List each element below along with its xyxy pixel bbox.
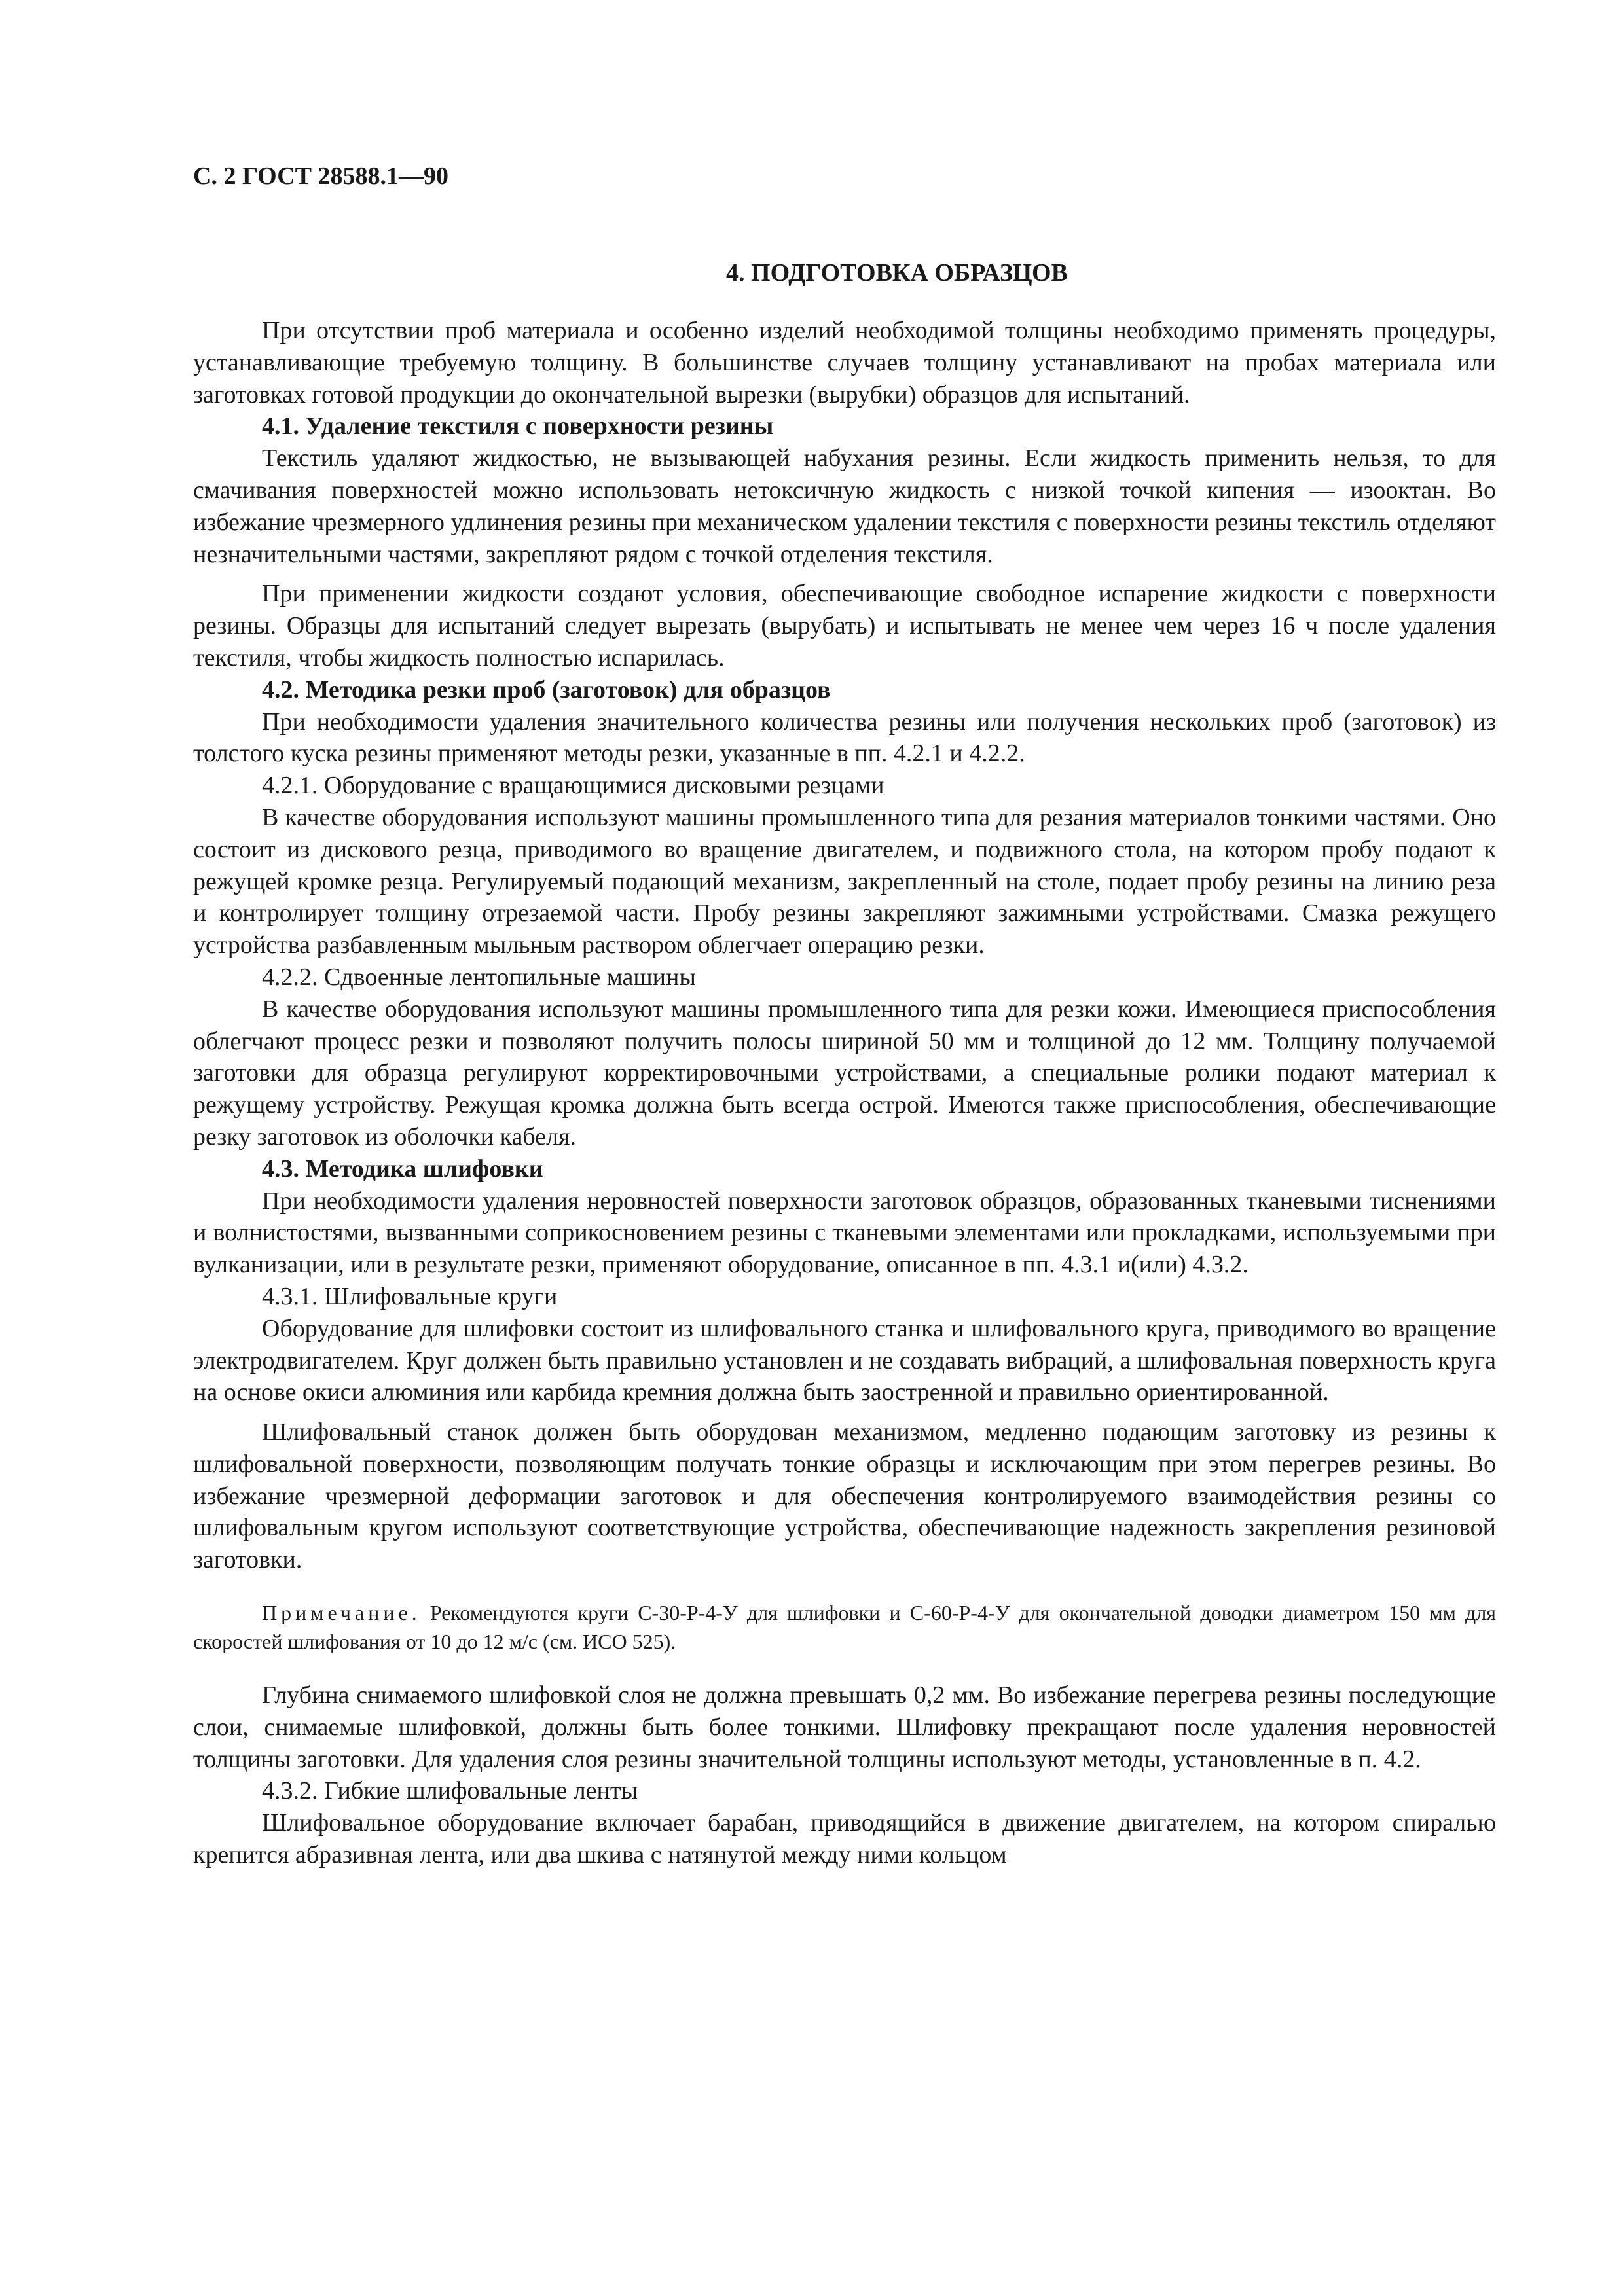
document-page	[193, 160, 1496, 1871]
paragraph: При необходимости удаления неровностей поверхности заготовок образцов, образованных тканевыми тиснениями и волнистостями, вызванными соприкосновением резины с тканевыми элементами или прокладками, используемыми при вулканизации, или в результате резки, применяют оборудование, описанное в пп. 4.3.1 и(или) 4.3.2.	[193, 1187, 1496, 1279]
paragraph: Текстиль удаляют жидкостью, не вызывающей набухания резины. Если жидкость применить нельзя, то для смачивания поверхностей можно использовать нетоксичную жидкость с низкой точкой кипения — изооктан. Во избежание чрезмерного удлинения резины при механическом удалении текстиля с поверхности резины текстиль отделяют незначительными частями, закрепляют рядом с точкой отделения текстиля.	[193, 444, 1496, 568]
page-header: С. 2 ГОСТ 28588.1—90	[193, 162, 448, 190]
subsection-4-2-title: 4.2. Методика резки проб (заготовок) для образцов	[262, 675, 831, 704]
subsection-4-3-title: 4.3. Методика шлифовки	[262, 1155, 543, 1183]
note-text: Рекомендуются круги С-30-Р-4-У для шлифовки и С-60-Р-4-У для окончательной доводки диаметром 150 мм для скоростей шлифования от 10 до 12 м/с (см. ИСО 525).	[193, 1601, 1497, 1654]
paragraph: При применении жидкости создают условия, обеспечивающие свободное испарение жидкости с поверхности резины. Образцы для испытаний следует вырезать (вырубать) и испытывать не менее чем через 16 ч после удаления текстиля, чтобы жидкость полностью испарилась.	[193, 580, 1496, 672]
paragraph: В качестве оборудования используют машины промышленного типа для резки кожи. Имеющиеся приспособления облегчают процесс резки и позволяют получить полосы шириной 50 мм и толщиной до 12 мм. Толщину получаемой заготовки для образца регулируют корректировочными устройствами, а специальные ролики подают материал к режущему устройству. Режущая кромка должна быть всегда острой. Имеются также приспособления, обеспечивающие резку заготовок из оболочки кабеля.	[193, 995, 1496, 1151]
subsection-4-1-title: 4.1. Удаление текстиля с поверхности резины	[262, 412, 774, 440]
paragraph: Шлифовальный станок должен быть оборудован механизмом, медленно подающим заготовку из резины к шлифовальной поверхности, позволяющим получать тонкие образцы и исключающим при этом перегрев резины. Во избежание чрезмерной деформации заготовок и для обеспечения контролируемого взаимодействия резины со шлифовальным кругом используют соответствующие устройства, обеспечивающие надежность закрепления резиновой заготовки.	[193, 1418, 1496, 1574]
paragraph: В качестве оборудования используют машины промышленного типа для резания материалов тонкими частями. Оно состоит из дискового резца, приводимого во вращение двигателем, и подвижного стола, на котором пробу подают к режущей кромке резца. Регулируемый подающий механизм, закрепленный на столе, подает пробу резины на линию реза и контролирует толщину отрезаемой части. Пробу резины закрепляют зажимными устройствами. Смазка режущего устройства разбавленным мыльным раствором облегчает операцию резки.	[193, 803, 1496, 960]
paragraph: При необходимости удаления значительного количества резины или получения нескольких проб (заготовок) из толстого куска резины применяют методы резки, указанные в пп. 4.2.1 и 4.2.2.	[193, 708, 1496, 768]
subsection-4-2-1-title: 4.2.1. Оборудование с вращающимися дисковыми резцами	[262, 772, 884, 800]
subsection-4-3-2-title: 4.3.2. Гибкие шлифовальные ленты	[262, 1777, 638, 1805]
paragraph: Шлифовальное оборудование включает барабан, приводящийся в движение двигателем, на котором спиралью крепится абразивная лента, или два шкива с натянутой между ними кольцом	[193, 1809, 1496, 1869]
subsection-4-3-1-title: 4.3.1. Шлифовальные круги	[262, 1282, 558, 1310]
note	[193, 1598, 1496, 1656]
note-lead: Примечание.	[262, 1601, 421, 1625]
section-title: 4. ПОДГОТОВКА ОБРАЗЦОВ	[726, 259, 1068, 287]
intro-paragraph: При отсутствии проб материала и особенно изделий необходимой толщины необходимо применять процедуры, устанавливающие требуемую толщину. В большинстве случаев толщину устанавливают на пробах материала или заготовках готовой продукции до окончательной вырезки (вырубки) образцов для испытаний.	[193, 317, 1496, 408]
subsection-4-2-2-title: 4.2.2. Сдвоенные лентопильные машины	[262, 963, 696, 991]
paragraph: Глубина снимаемого шлифовкой слоя не должна превышать 0,2 мм. Во избежание перегрева резины последующие слои, снимаемые шлифовкой, должны быть более тонкими. Шлифовку прекращают после удаления неровностей толщины заготовки. Для удаления слоя резины значительной толщины используют методы, установленные в п. 4.2.	[193, 1681, 1496, 1773]
paragraph: Оборудование для шлифовки состоит из шлифовального станка и шлифовального круга, приводимого во вращение электродвигателем. Круг должен быть правильно установлен и не создавать вибраций, а шлифовальная поверхность круга на основе окиси алюминия или карбида кремния должна быть заостренной и правильно ориентированной.	[193, 1314, 1496, 1407]
